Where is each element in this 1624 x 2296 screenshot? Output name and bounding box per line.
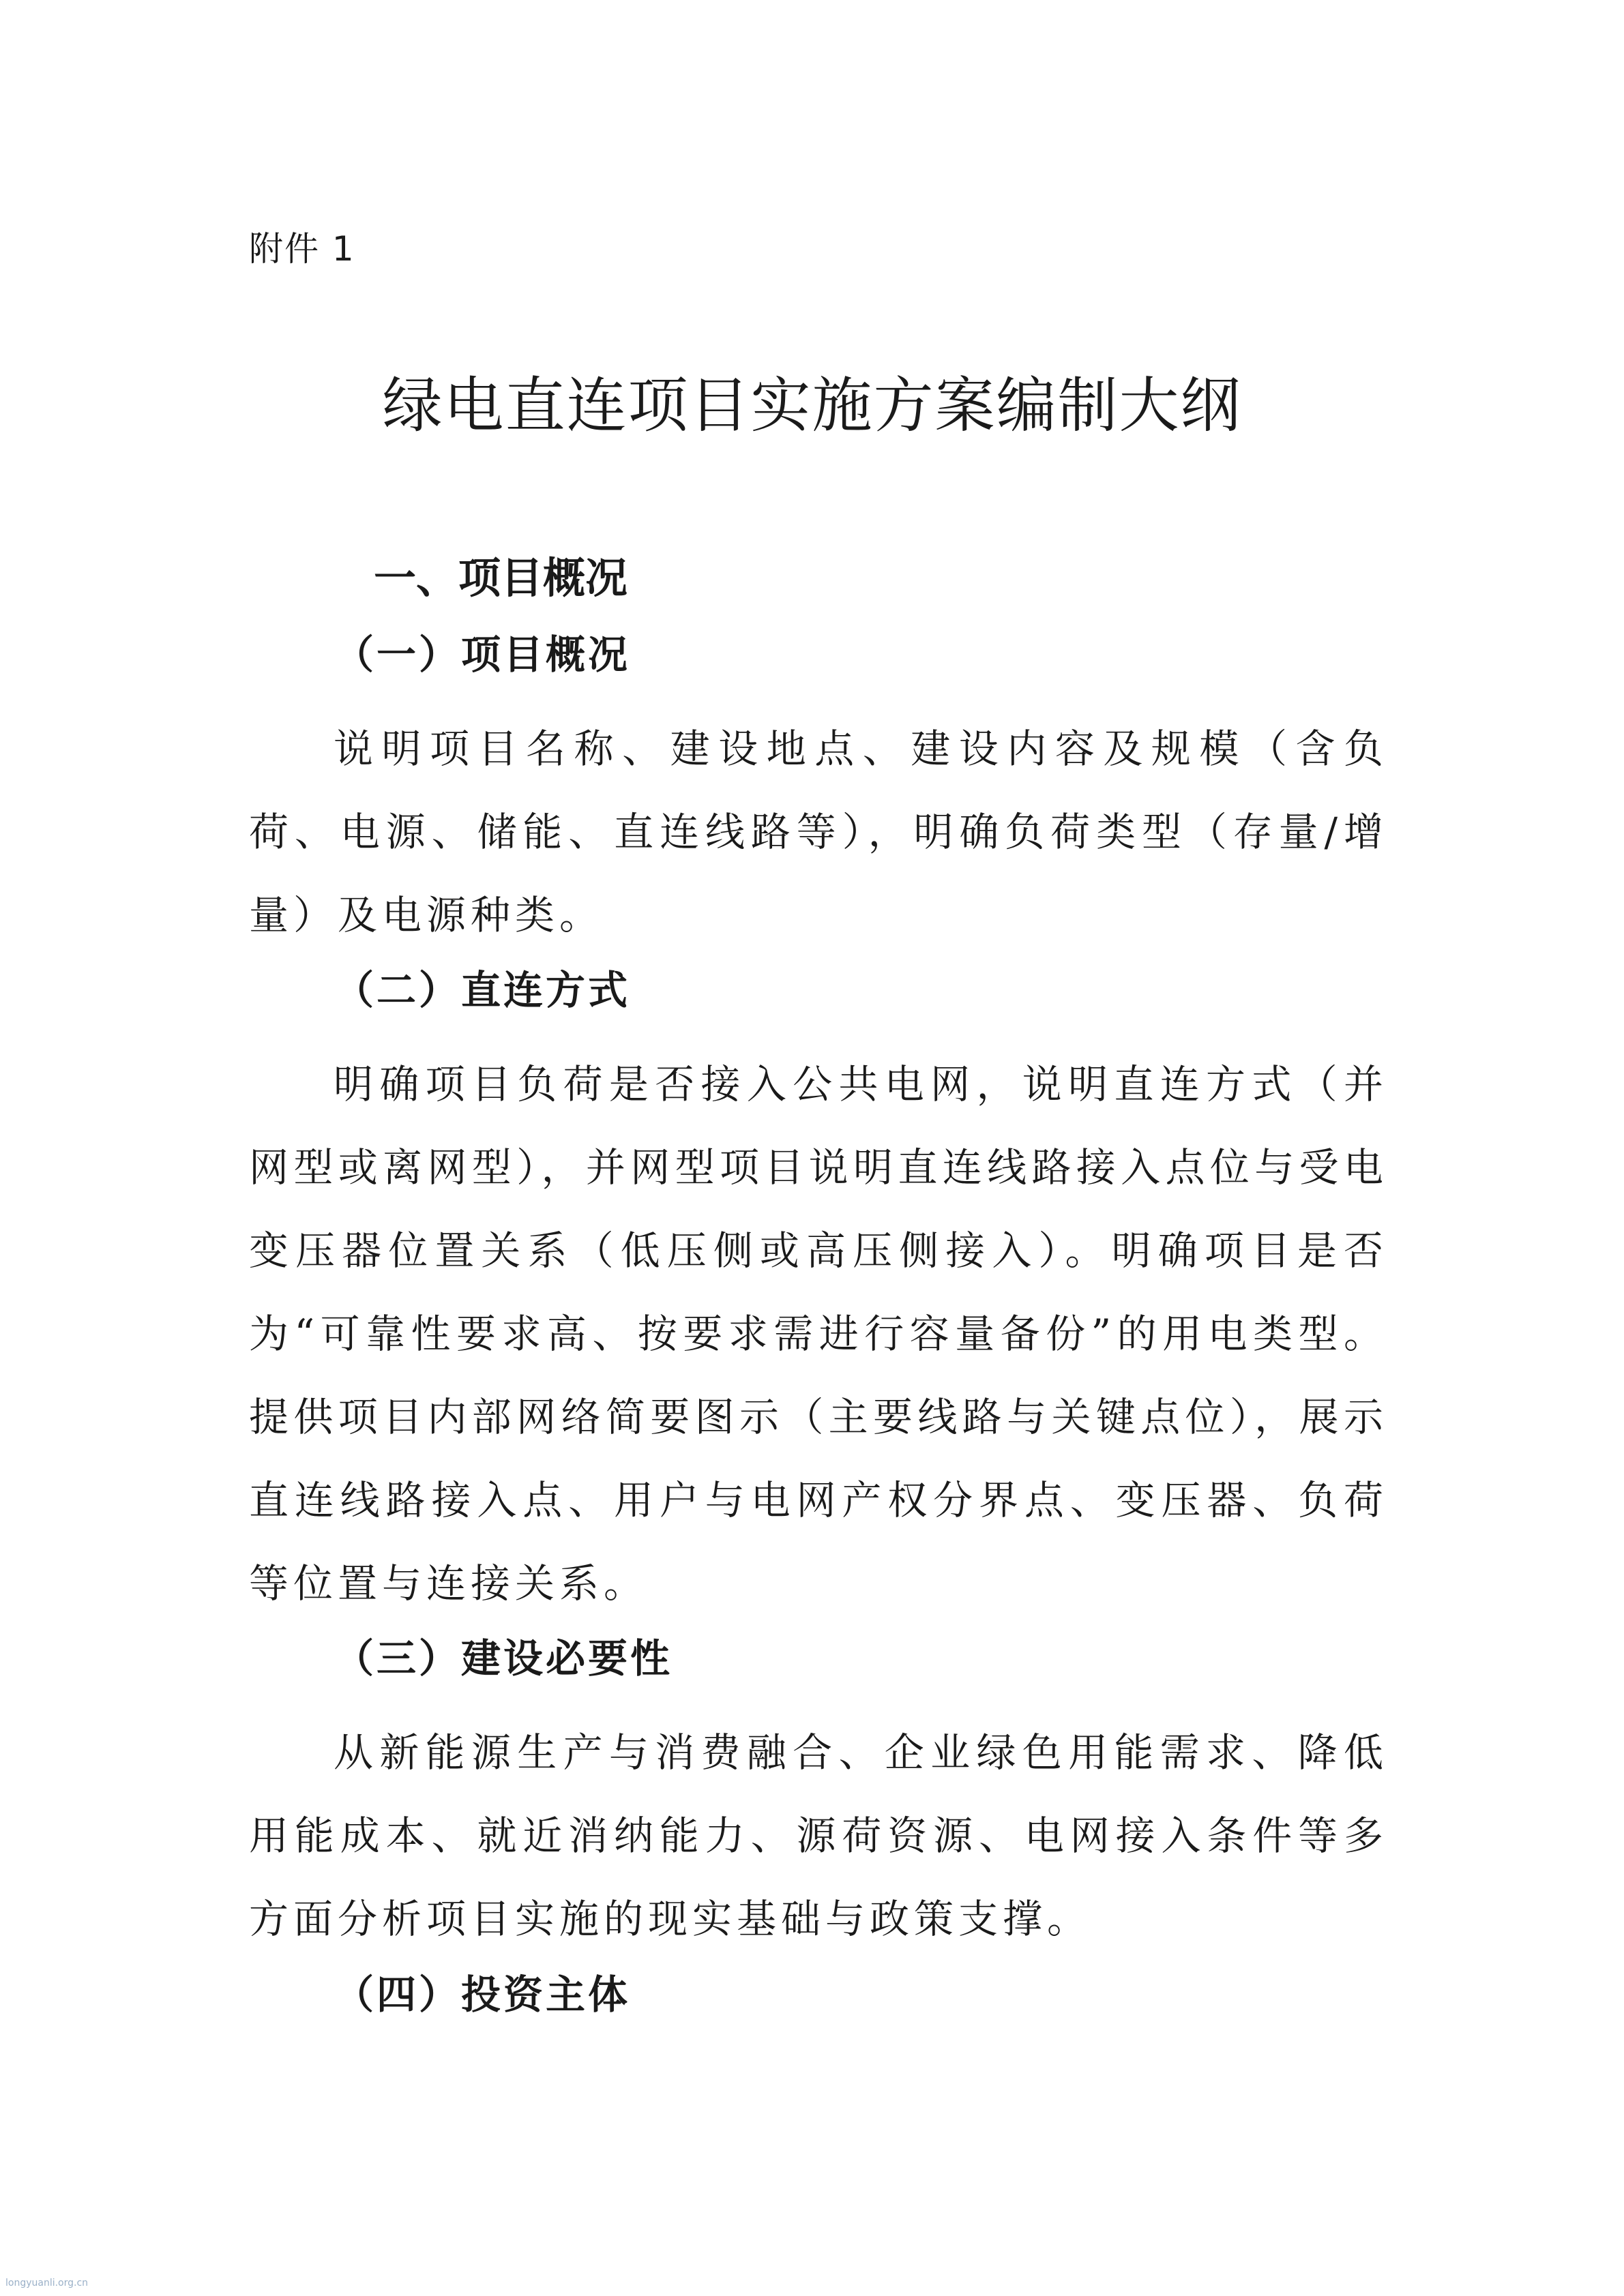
section-heading-overview: 一、项目概况 [374,553,628,603]
document-title: 绿电直连项目实施方案编制大纲 [382,370,1242,441]
subsection-heading-4: （四）投资主体 [334,1971,631,2018]
attachment-label: 附件 1 [249,229,355,269]
subsection-heading-3: （三）建设必要性 [334,1635,673,1682]
subsection-body-2: 明确项目负荷是否接入公共电网，说明直连方式（并网型或离网型），并网型项目说明直连线路接入点位与受电变压器位置关系（低压侧或高压侧接入）。明确项目是否为“可靠性要求高、按要求需进行容量备份”的用电类型。提供项目内部网络简要图示（主要线路与关键点位），展示直连线路接入点、用户与电网产权分界点、变压器、负荷等位置与连接关系。 [249,1061,1388,1607]
subsection-body-1: 说明项目名称、建设地点、建设内容及规模（含负荷、电源、储能、直连线路等），明确负荷类型（存量/增量）及电源种类。 [249,726,1388,938]
subsection-body-3: 从新能源生产与消费融合、企业绿色用能需求、降低用能成本、就近消纳能力、源荷资源、电网接入条件等多方面分析项目实施的现实基础与政策支撑。 [249,1729,1388,1942]
footer-watermark: longyuanli.org.cn [5,2278,89,2288]
subsection-heading-1: （一）项目概况 [334,631,631,678]
subsection-heading-2: （二）直连方式 [334,967,631,1013]
